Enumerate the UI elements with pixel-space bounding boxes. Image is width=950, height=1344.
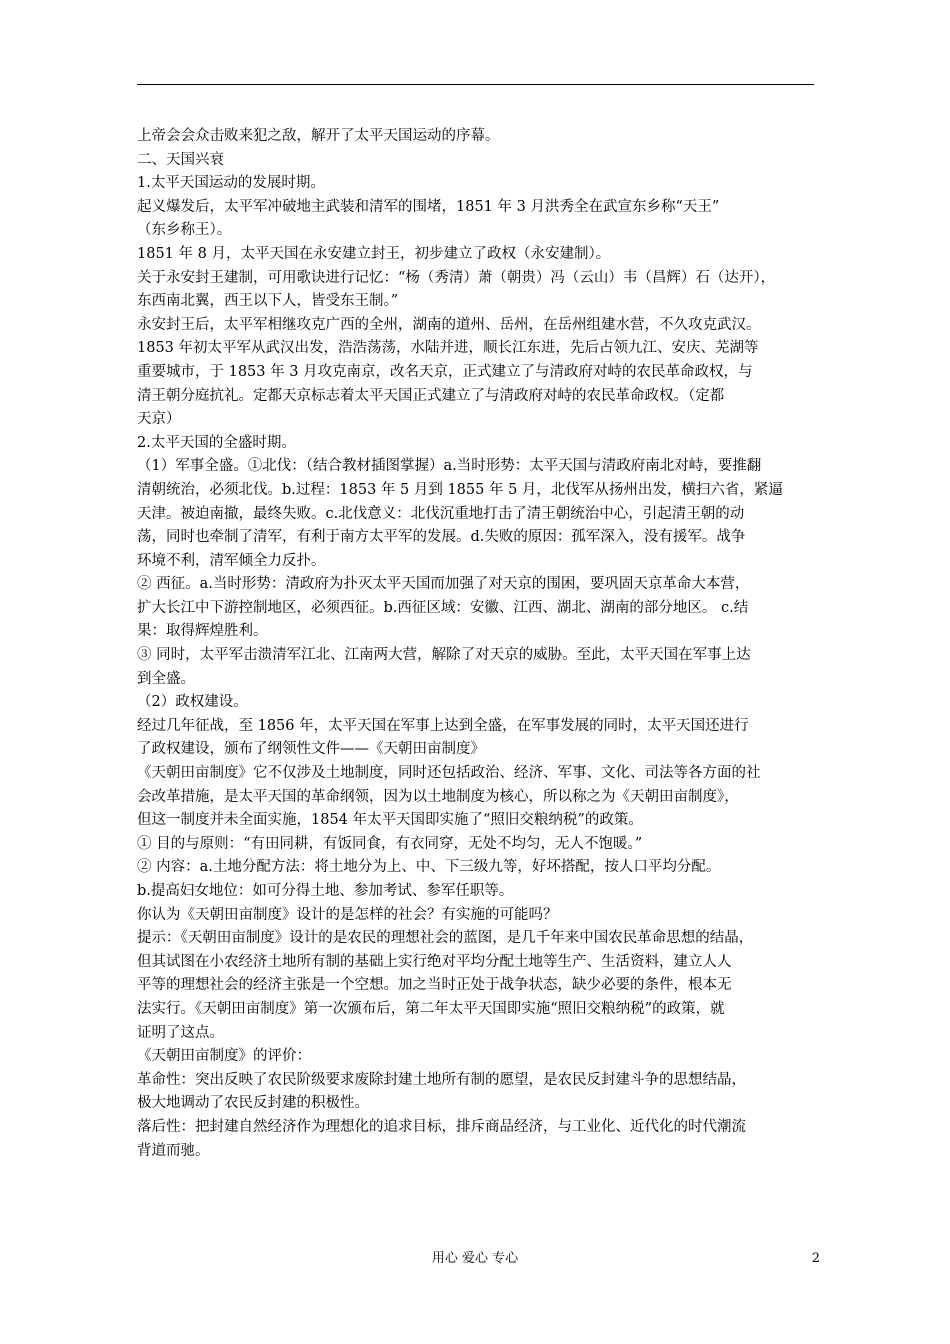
text-line: 扩大长江中下游控制地区，必须西征。b.西征区域：安徽、江西、湖北、湖南的部分地区。 c.结 — [137, 599, 749, 616]
text-line: 经过几年征战，至 1856 年，太平天国在军事上达到全盛，在军事发展的同时，太平天国还进行 — [137, 717, 749, 734]
text-line: 荡，同时也牵制了清军，有利于南方太平军的发展。d.失败的原因：孤军深入，没有援军。战争 — [137, 529, 746, 546]
text-line: 但其试图在小农经济土地所有制的基础上实行绝对平均分配土地等生产、生活资料，建立人人 — [137, 953, 732, 970]
text-line: （1）军事全盛。①北伐：（结合教材插图掌握）a.当时形势：太平天国与清政府南北对峙，要推翻 — [137, 458, 762, 475]
text-line: 果：取得辉煌胜利。 — [137, 623, 268, 640]
text-line: 天京） — [137, 411, 181, 428]
text-line: 《天朝田亩制度》它不仅涉及土地制度，同时还包括政治、经济、军事、文化、司法等各方面的社 — [137, 765, 761, 782]
text-line: 1851 年 8 月，太平天国在永安建立封王，初步建立了政权（永安建制）。 — [137, 245, 611, 262]
text-line: 到全盛。 — [137, 670, 195, 687]
text-line: 1853 年初太平军从武汉出发，浩浩荡荡，水陆并进，顺长江东进，先后占领九江、安庆、芜湖等 — [137, 340, 759, 357]
page-footer — [0, 1250, 950, 1268]
text-line: 天津。被迫南撤，最终失败。c.北伐意义：北伐沉重地打击了清王朝统治中心，引起清王朝的动 — [137, 505, 745, 522]
page-number: 2 — [811, 1251, 820, 1266]
text-line: 关于永安封王建制，可用歌诀进行记忆：“杨（秀清）萧（朝贵）冯（云山）韦（昌辉）石（达开）， — [137, 269, 776, 286]
text-line: 极大地调动了农民反封建的积极性。 — [137, 1095, 369, 1112]
text-line: 重要城市，于 1853 年 3 月攻克南京，改名天京，正式建立了与清政府对峙的农民革命政权，与 — [137, 363, 753, 380]
text-line: 1.太平天国运动的发展时期。 — [137, 175, 325, 192]
text-line: （2）政权建设。 — [137, 694, 248, 711]
text-line: 《天朝田亩制度》的评价： — [137, 1048, 311, 1065]
text-line: 提示：《天朝田亩制度》设计的是农民的理想社会的蓝图，是几千年来中国农民革命思想的结晶， — [137, 930, 754, 947]
text-line: （东乡称王）。 — [137, 222, 232, 239]
text-line: 革命性：突出反映了农民阶级要求废除封建土地所有制的愿望，是农民反封建斗争的思想结晶， — [137, 1071, 746, 1088]
document-body — [137, 125, 819, 1163]
text-line: 东西南北翼，西王以下人，皆受东王制。” — [137, 293, 399, 310]
footer-slogan: 用心 爱心 专心 — [431, 1251, 519, 1266]
text-line: 平等的理想社会的经济主张是一个空想。加之当时正处于战争状态，缺少必要的条件，根本无 — [137, 977, 732, 994]
text-line: 法实行。《天朝田亩制度》第一次颁布后，第二年太平天国即实施“照旧交粮纳税”的政策，就 — [137, 1000, 725, 1017]
text-line: ② 内容：a.土地分配方法：将土地分为上、中、下三级九等，好坏搭配，按人口平均分配。 — [137, 859, 721, 876]
text-line: 二、天国兴衰 — [137, 151, 224, 168]
header-rule — [137, 84, 814, 85]
text-line: 背道而驰。 — [137, 1142, 210, 1159]
text-line: 清朝统治，必须北伐。b.过程：1853 年 5 月到 1855 年 5 月，北伐军从扬州出发，横扫六省，紧逼 — [137, 481, 783, 498]
text-line: 清王朝分庭抗礼。定都天京标志着太平天国正式建立了与清政府对峙的农民革命政权。（定都 — [137, 387, 725, 404]
text-line: 环境不利，清军倾全力反扑。 — [137, 552, 326, 569]
text-line: 但这一制度并未全面实施，1854 年太平天国即实施了“照旧交粮纳税”的政策。 — [137, 812, 643, 829]
text-line: ① 目的与原则：“有田同耕，有饭同食，有衣同穿，无处不均匀，无人不饱暖。” — [137, 835, 643, 852]
text-line: 2.太平天国的全盛时期。 — [137, 434, 296, 451]
text-line: 你认为《天朝田亩制度》设计的是怎样的社会？有实施的可能吗？ — [137, 906, 558, 923]
text-line: 落后性：把封建自然经济作为理想化的追求目标，排斥商品经济，与工业化、近代化的时代潮流 — [137, 1118, 746, 1135]
text-line: b.提高妇女地位：如可分得土地、参加考试、参军任职等。 — [137, 883, 514, 899]
text-line: ③ 同时，太平军击溃清军江北、江南两大营，解除了对天京的威胁。至此，太平天国在军事上达 — [137, 647, 751, 664]
text-line: 了政权建设，颁布了纲领性文件——《天朝田亩制度》 — [137, 741, 485, 758]
text-line: 起义爆发后，太平军冲破地主武装和清军的围堵，1851 年 3 月洪秀全在武宣东乡称“天王” — [137, 198, 720, 215]
text-line: ② 西征。a.当时形势：清政府为扑灭太平天国而加强了对天京的围困，要巩固天京革命大本营， — [137, 576, 750, 593]
text-line: 上帝会会众击败来犯之敌，解开了太平天国运动的序幕。 — [137, 128, 500, 144]
text-line: 永安封王后，太平军相继攻克广西的全州，湖南的道州、岳州，在岳州组建水营，不久攻克武汉。 — [137, 316, 761, 333]
text-line: 证明了这点。 — [137, 1024, 224, 1041]
text-line: 会改革措施，是太平天国的革命纲领，因为以土地制度为核心，所以称之为《天朝田亩制度》， — [137, 788, 739, 805]
